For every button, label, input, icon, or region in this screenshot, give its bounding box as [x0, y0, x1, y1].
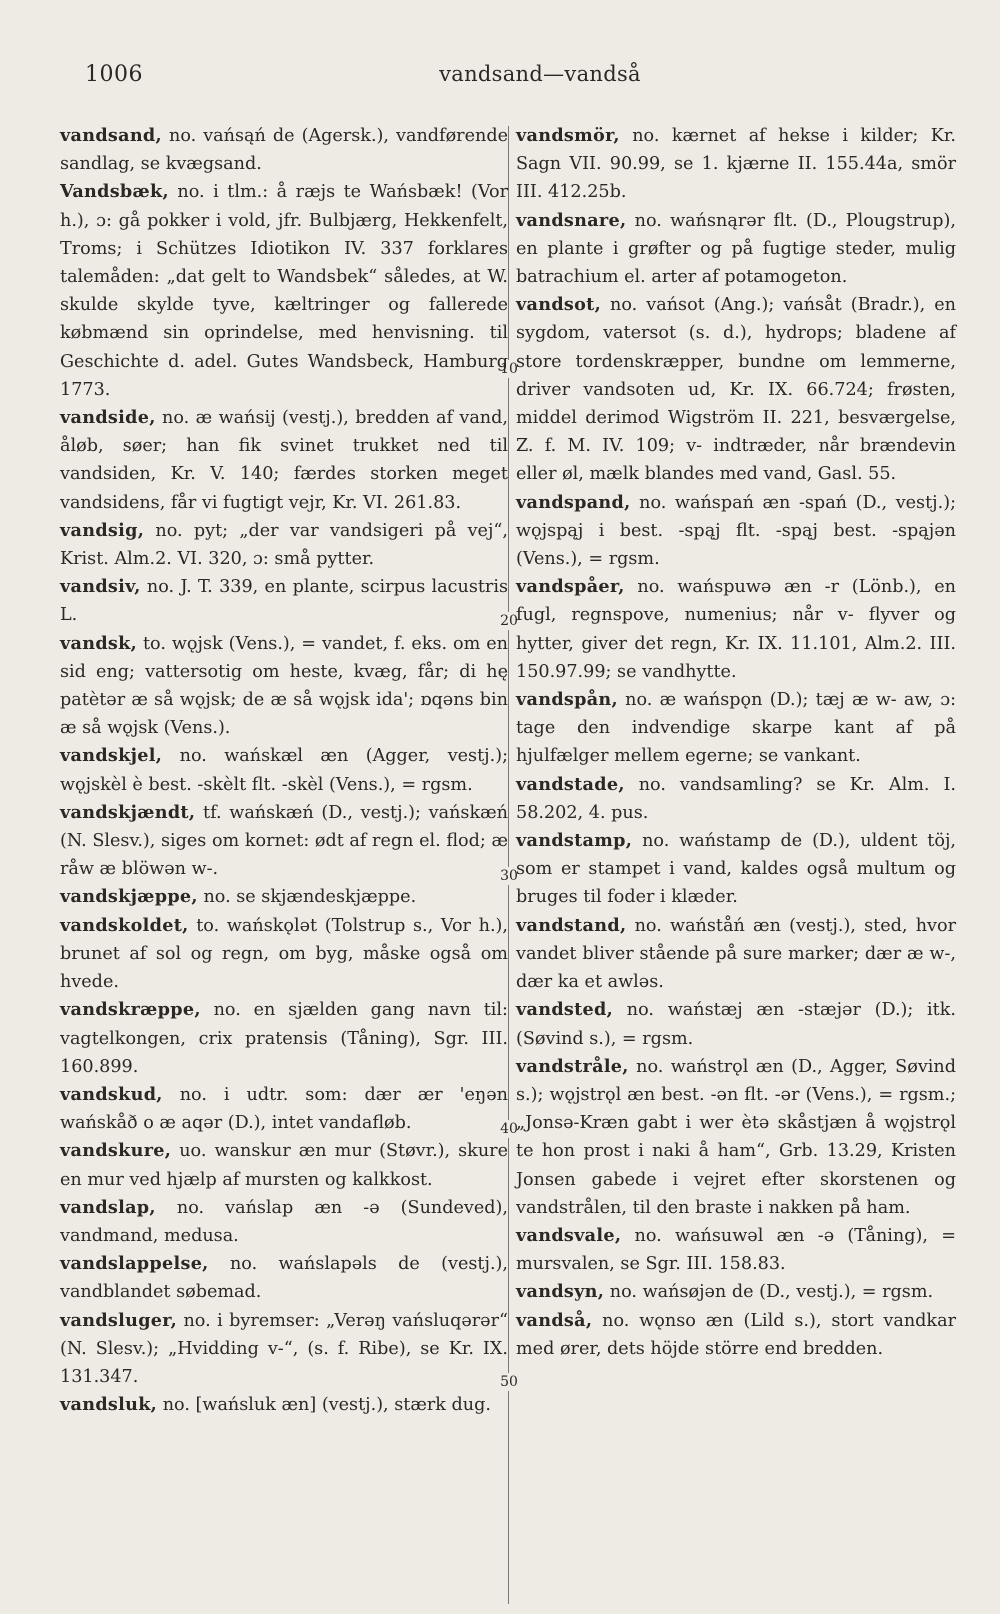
entry-definition: to. wǫjsk (Vens.), = vandet, f. eks. om en sid eng; vattersotig om heste, kvæg, får; di hę patètər æ så wǫjsk; de æ så wǫjsk ida'; ɒqəns bin æ så wǫjsk (Vens.).: [60, 633, 508, 739]
entry-definition: no. æ wańsij (vestj.), bredden af vand, åløb, søer; han fik svinet trukket ned til vandsiden, Kr. V. 140; færdes storken meget vandsidens, får vi fugtigt vejr, Kr. VI. 261.83.: [60, 408, 508, 513]
dictionary-entry: [60, 1307, 508, 1392]
entry-definition: no. waństrǫl æn (D., Agger, Søvind s.); wǫjstrǫl æn best. -ən flt. -ər (Vens.), = rgsm.; „Jonsə-Kræn gabt i wer ètə skåstjæn å wǫjstrǫl te hon prost i naki å ham“, Grb. 13.29, Kristen Jonsen gabede i vejret efter skorstenen og vandstrålen, til den braste i nakken på ham.: [516, 1056, 956, 1218]
running-head: vandsand—vandså: [439, 62, 641, 86]
dictionary-entry: [516, 996, 956, 1052]
dictionary-entry: [60, 630, 508, 743]
entry-headword: vandspåer,: [516, 576, 625, 598]
entry-headword: vandsot,: [516, 294, 602, 316]
entry-definition: no. vańsąń de (Agersk.), vandførende sandlag, se kvægsand.: [60, 126, 508, 175]
dictionary-entry: [516, 1278, 956, 1306]
entry-definition: no. pyt; „der var vandsigeri på vej“, Krist. Alm.2. VI. 320, ɔ: små pytter.: [60, 520, 508, 570]
entry-definition: no. wǫnso æn (Lild s.), stort vandkar med ører, dets höjde större end bredden.: [516, 1310, 956, 1359]
entry-headword: vandstamp,: [516, 830, 633, 852]
entry-headword: vandstand,: [516, 914, 627, 936]
entry-headword: vandså,: [516, 1309, 593, 1331]
entry-definition: no. wańskæl æn (Agger, vestj.); wǫjskèl è best. -skèlt flt. -skèl (Vens.), = rgsm.: [60, 746, 508, 795]
entry-definition: no. waństæj æn -stæjər (D.); itk. (Søvind s.), = rgsm.: [516, 1000, 956, 1049]
line-marker: 10: [494, 360, 524, 378]
entry-headword: vandskjæppe,: [60, 886, 198, 908]
entry-headword: vandskure,: [60, 1140, 172, 1162]
line-marker: 30: [494, 867, 524, 885]
dictionary-entry: [516, 1222, 956, 1278]
dictionary-entry: [60, 122, 508, 178]
entry-headword: vandsvale,: [516, 1224, 622, 1246]
dictionary-entry: [516, 771, 956, 827]
dictionary-entry: [516, 291, 956, 488]
dictionary-entry: [60, 1194, 508, 1250]
left-column: [60, 122, 508, 1419]
entry-definition: no. i byremser: „Verəŋ vańsluqərər“ (N. Slesv.); „Hvidding v-“, (s. f. Ribe), se Kr. IX. 131.347.: [60, 1310, 508, 1387]
line-marker: 20: [494, 612, 524, 630]
entry-headword: vandsand,: [60, 125, 162, 146]
entry-definition: no. i udtr. som: dær ær 'eŋən wańskåð o æ aqər (D.), intet vandafløb.: [60, 1084, 508, 1134]
dictionary-entry: [516, 1053, 956, 1222]
dictionary-entry: [60, 1250, 508, 1306]
entry-headword: vandside,: [60, 407, 156, 429]
dictionary-entry: [516, 207, 956, 292]
entry-definition: no. wańslapəls de (vestj.), vandblandet søbemad.: [60, 1254, 508, 1303]
entry-headword: vandsluger,: [60, 1309, 178, 1331]
entry-headword: vandsnare,: [516, 209, 627, 231]
dictionary-entry: [60, 883, 508, 911]
entry-definition: no. vańslap æn -ə (Sundeved), vandmand, medusa.: [60, 1197, 508, 1246]
entry-headword: vandskjel,: [60, 745, 163, 767]
dictionary-entry: [60, 996, 508, 1081]
entry-definition: no. kærnet af hekse i kilder; Kr. Sagn VII. 90.99, se 1. kjærne II. 155.44a, smör III. 412.25b.: [516, 126, 956, 203]
entry-definition: no. æ wańspǫn (D.); tæj æ w- aw, ɔ: tage den indvendige skarpe kant af på hjulfælger mellem egerne; se vankant.: [516, 690, 956, 767]
entry-definition: no. wańspań æn -spań (D., vestj.); wǫjspąj i best. -spąj flt. -spąj best. -spąjən (Vens.), = rgsm.: [516, 492, 956, 570]
dictionary-entry: [60, 1137, 508, 1193]
dictionary-entry: [60, 517, 508, 573]
entry-definition: no. wańsøjən de (D., vestj.), = rgsm.: [604, 1282, 934, 1303]
dictionary-entry: [60, 573, 508, 629]
entry-definition: no. vańsot (Ang.); vańsåt (Bradr.), en sygdom, vatersot (s. d.), hydrops; bladene af store tordenskræpper, bundne om lemmerne, driver vandsoten ud, Kr. IX. 66.724; frøsten, middel derimod Wigström II. 221, besværgelse, Z. f. M. IV. 109; v- indtræder, når brændevin eller øl, mælk blandes med vand, Gasl. 55.: [516, 295, 956, 485]
entry-headword: vandslappelse,: [60, 1253, 209, 1275]
line-marker: 50: [494, 1373, 524, 1391]
entry-definition: no. wańsuwəl æn -ə (Tåning), = mursvalen, se Sgr. III. 158.83.: [516, 1225, 956, 1275]
entry-definition: no. vandsamling? se Kr. Alm. I. 58.202, 4. pus.: [516, 774, 956, 823]
entry-headword: vandspån,: [516, 689, 618, 711]
dictionary-entry: [516, 827, 956, 912]
entry-definition: no. waństamp de (D.), uldent töj, som er stampet i vand, kaldes også multum og bruges til foder i klæder.: [516, 831, 956, 908]
entry-headword: vandskræppe,: [60, 999, 201, 1021]
entry-headword: vandsmör,: [516, 125, 620, 146]
dictionary-entry: [516, 912, 956, 997]
entry-headword: Vandsbæk,: [60, 181, 169, 203]
line-marker: 40: [494, 1120, 524, 1138]
entry-definition: no. [wańsluk æn] (vestj.), stærk dug.: [157, 1395, 491, 1416]
entry-headword: vandskud,: [60, 1083, 163, 1105]
entry-headword: vandspand,: [516, 491, 631, 513]
dictionary-entry: [60, 799, 508, 884]
entry-headword: vandsig,: [60, 519, 145, 541]
entry-definition: uo. wanskur æn mur (Støvr.), skure en mur ved hjælp af mursten og kalkkost.: [60, 1141, 508, 1190]
entry-definition: no. wańspuwə æn -r (Lönb.), en fugl, regnspove, numenius; når v- flyver og hytter, giver det regn, Kr. IX. 11.101, Alm.2. III. 150.97.99; se vandhytte.: [516, 577, 956, 682]
entry-definition: no. en sjælden gang navn til: vagtelkongen, crix pratensis (Tåning), Sgr. III. 160.899.: [60, 1000, 508, 1077]
dictionary-entry: [60, 404, 508, 517]
dictionary-entry: [60, 1391, 508, 1419]
entry-headword: vandsk,: [60, 632, 138, 654]
entry-definition: no. i tlm.: å ræjs te Wańsbæk! (Vor h.), ɔ: gå pokker i vold, jfr. Bulbjærg, Hekkenfelt, Troms; i Schützes Idiotikon IV. 337 forklares talemåden: „dat gelt to Wandsbek“ således, at W. skulde skylde tyve, kæltringer og fallerede købmænd sin oprindelse, med henvisning. til Geschichte d. adel. Gutes Wandsbeck, Hamburg 1773.: [60, 182, 508, 400]
entry-headword: vandslap,: [60, 1196, 156, 1218]
entry-definition: no. J. T. 339, en plante, scirpus lacustris L.: [60, 577, 508, 626]
entry-headword: vandskoldet,: [60, 914, 189, 936]
dictionary-entry: [60, 1081, 508, 1137]
dictionary-entry: [516, 122, 956, 207]
entry-definition: no. se skjændeskjæppe.: [197, 887, 417, 908]
entry-headword: vandsyn,: [516, 1281, 605, 1303]
entry-headword: vandsiv,: [60, 576, 141, 598]
entry-definition: tf. wańskæń (D., vestj.); vańskæń (N. Slesv.), siges om kornet: ødt af regn el. flod; æ råw æ blöwən w-.: [60, 802, 508, 880]
entry-headword: vandsluk,: [60, 1394, 158, 1416]
dictionary-entry: [60, 742, 508, 798]
entry-definition: no. wańståń æn (vestj.), sted, hvor vandet bliver stående på sure marker; dær æ w-, dær ka et awləs.: [516, 915, 956, 993]
entry-headword: vandstråle,: [516, 1055, 629, 1077]
dictionary-entry: [516, 686, 956, 771]
entry-definition: no. wańsnąrər flt. (D., Plougstrup), en plante i grøfter og på fugtige steder, mulig batrachium el. arter af potamogeton.: [516, 210, 956, 288]
dictionary-entry: [60, 912, 508, 997]
dictionary-entry: [516, 1307, 956, 1363]
dictionary-entry: [516, 573, 956, 686]
page-number: 1006: [85, 62, 143, 87]
right-column: [516, 122, 956, 1363]
entry-definition: to. wańskǫlət (Tolstrup s., Vor h.), brunet af sol og regn, om byg, måske også om hvede.: [60, 915, 508, 993]
entry-headword: vandstade,: [516, 773, 625, 795]
dictionary-entry: [516, 489, 956, 574]
entry-headword: vandsted,: [516, 999, 614, 1021]
dictionary-entry: [60, 178, 508, 404]
entry-headword: vandskjændt,: [60, 801, 196, 823]
